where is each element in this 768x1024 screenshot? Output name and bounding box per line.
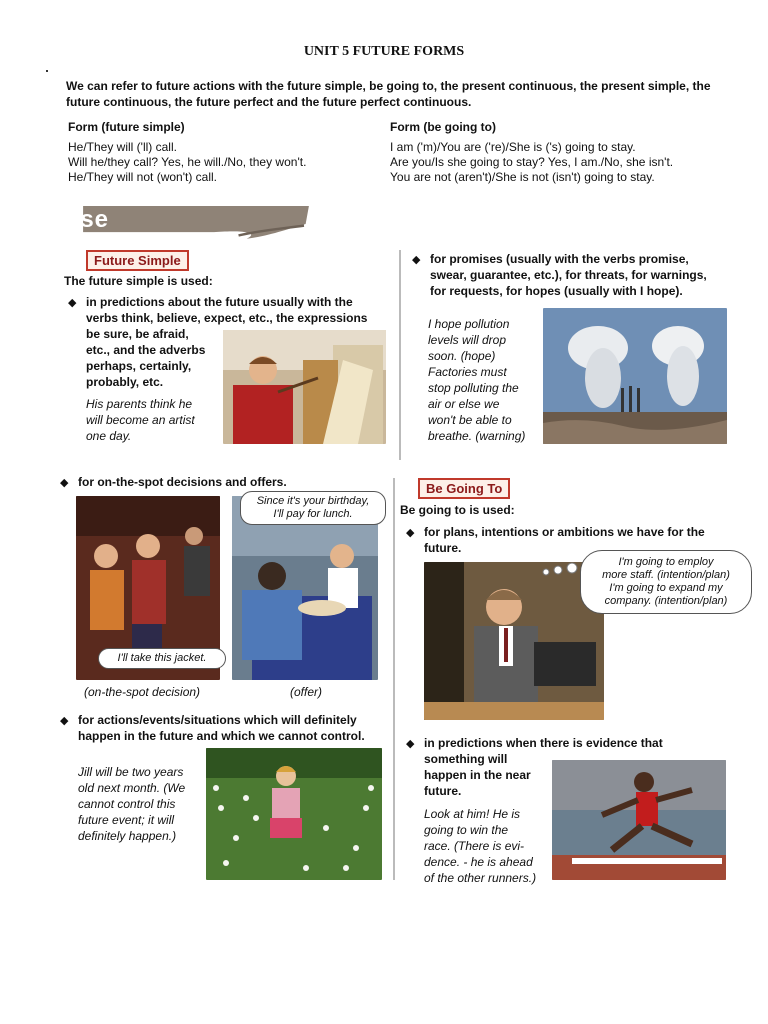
example-line: definitely happen.): [78, 829, 177, 843]
text-line: something will: [424, 752, 508, 766]
text-line: for promises (usually with the verbs promise,: [430, 252, 689, 266]
going-to-example-2: [424, 806, 554, 886]
example-line: won't be able to: [428, 413, 512, 427]
text-line: perhaps, certainly,: [86, 359, 192, 373]
form-line: Will he/they call? Yes, he will./No, they won't.: [68, 155, 307, 169]
text-line: be sure, be afraid,: [86, 327, 189, 341]
example-line: Look at him! He is: [424, 807, 521, 821]
form-line: I am ('m)/You are ('re)/She is ('s) going to stay.: [390, 140, 636, 154]
example-line: Jill will be two years: [78, 765, 184, 779]
example-line: of the other runners.): [424, 871, 537, 885]
column-divider: [393, 478, 395, 880]
page-title: UNIT 5 FUTURE FORMS: [303, 44, 465, 59]
intro-text: We can refer to future actions with the future simple, be going to, the present continuous, the present simple, the future continuous, the future perfect and the future perfect continuous.: [66, 79, 711, 109]
form-line: He/They will ('ll) call.: [68, 140, 177, 154]
form-line: Are you/Is she going to stay? Yes, I am./No, she isn't.: [390, 155, 674, 169]
girl-in-field-photo: [206, 748, 382, 880]
speech-bubble-offer: [240, 491, 386, 525]
use-heading: Use: [62, 206, 110, 233]
text-line: future.: [424, 541, 462, 555]
boy-painting-photo: [223, 330, 386, 444]
example-line: breathe. (warning): [428, 429, 526, 443]
text-line: swear, guarantee, etc.), for threats, for warnings,: [430, 268, 707, 282]
text-line: happen in the future and which we cannot control.: [78, 729, 365, 743]
example-line: race. (There is evi-: [424, 839, 525, 853]
example-line: one day.: [86, 429, 132, 443]
stray-dot: [46, 70, 48, 72]
text-line: etc., and the adverbs: [86, 343, 206, 357]
form-going-to-heading: Form (be going to): [390, 120, 496, 134]
example-line: Factories must: [428, 365, 507, 379]
future-simple-example-4: [78, 764, 208, 844]
form-going-to: [390, 120, 730, 185]
speech-line: more staff. (intention/plan): [602, 569, 730, 581]
example-line: future event; it will: [78, 813, 175, 827]
bullet-icon: ◆: [68, 297, 77, 309]
example-line: soon. (hope): [428, 349, 496, 363]
caption-decision: (on-the-spot decision): [84, 685, 201, 699]
speech-line: I'm going to expand my: [609, 582, 723, 594]
speech-line: I'm going to employ: [618, 556, 714, 568]
future-simple-used: The future simple is used:: [64, 274, 213, 288]
example-line: levels will drop: [428, 333, 507, 347]
going-to-used: Be going to is used:: [400, 503, 515, 517]
example-line: I hope pollution: [428, 317, 510, 331]
form-future-simple: [68, 120, 378, 185]
text-line: in predictions about the future usually with the: [86, 295, 353, 309]
example-line: old next month. (We: [78, 781, 186, 795]
hurdler-photo: [552, 760, 726, 880]
speech-line: Since it's your birthday,: [256, 495, 370, 507]
form-future-simple-heading: Form (future simple): [68, 120, 185, 134]
form-line: You are not (aren't)/She is not (isn't) going to stay.: [390, 170, 655, 184]
bullet-icon: ◆: [60, 715, 69, 727]
text-line: happen in the near: [424, 768, 531, 782]
speech-line: I'll pay for lunch.: [273, 508, 353, 520]
example-line: will become an artist: [86, 413, 195, 427]
example-line: dence. - he is ahead: [424, 855, 533, 869]
future-simple-bullet-3: for on-the-spot decisions and offers.: [78, 475, 287, 489]
bullet-icon: ◆: [406, 738, 415, 750]
future-simple-bullet-2: [430, 251, 740, 299]
future-simple-example-2: [428, 316, 540, 444]
text-line: for requests, for hopes (usually with I hope).: [430, 284, 683, 298]
caption-offer: (offer): [290, 685, 323, 699]
bullet-icon: ◆: [406, 527, 415, 539]
text-line: in predictions when there is evidence that: [424, 736, 663, 750]
example-line: cannot control this: [78, 797, 176, 811]
businessman-photo: [424, 562, 604, 720]
example-line: stop polluting the: [428, 381, 519, 395]
text-line: probably, etc.: [86, 375, 164, 389]
factory-pollution-photo: [543, 308, 727, 444]
column-divider: [399, 250, 401, 460]
example-line: going to win the: [424, 823, 509, 837]
speech-bubble-plans: [580, 550, 752, 614]
example-line: His parents think he: [86, 397, 193, 411]
form-line: He/They will not (won't) call.: [68, 170, 218, 184]
text-line: verbs think, believe, expect, etc., the expressions: [86, 311, 368, 325]
bullet-icon: ◆: [60, 477, 69, 489]
speech-line: company. (intention/plan): [604, 595, 728, 607]
example-line: air or else we: [428, 397, 500, 411]
future-simple-example-1: [86, 396, 226, 444]
be-going-to-tag: Be Going To: [418, 478, 510, 499]
bullet-icon: ◆: [412, 254, 421, 266]
thought-dots: [540, 560, 580, 580]
future-simple-bullet-4: [78, 712, 388, 744]
text-line: for plans, intentions or ambitions we have for the: [424, 525, 705, 539]
text-line: future.: [424, 784, 462, 798]
future-simple-tag: Future Simple: [86, 250, 189, 271]
text-line: for actions/events/situations which will definitely: [78, 713, 357, 727]
speech-bubble-jacket: I'll take this jacket.: [98, 648, 226, 669]
